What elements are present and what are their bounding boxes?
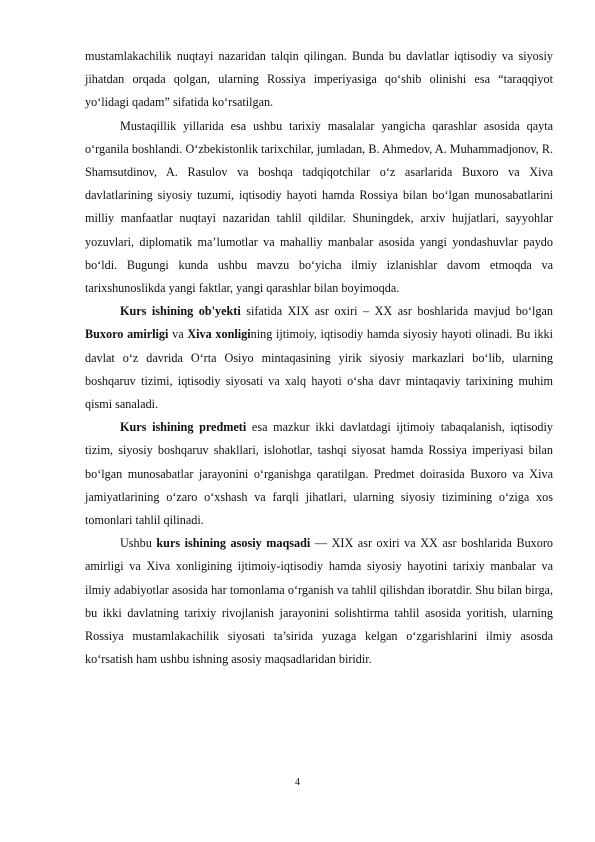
page-number: 4 bbox=[295, 777, 300, 788]
paragraph-continuation: mustamlakachilik nuqtayi nazaridan talqin qilingan. Bunda bu davlatlar iqtisodiy va siyosiy jihatdan orqada qolgan, ularning Rossiya imperiyasiga qo‘shib olinishi esa “taraqqiyot yo‘lidagi qadam” sifatida ko‘rsatilgan. bbox=[85, 49, 553, 110]
subject-text: esa mazkur ikki davlatdagi ijtimoiy tabaqalanish, iqtisodiy tizim, siyosiy boshqaruv shakllari, islohotlar, tashqi siyosat hamda Rossiya imperiyasi bilan bo‘lgan munosabatlar jarayonini o‘rganishga qaratilgan. Predmet doirasida Buxoro va Xiva jamiyatlarining o‘zaro o‘xshash va farqli jihatlari, ularning siyosiy tizimining o‘ziga xos tomonlari tahlil qilinadi. bbox=[85, 420, 553, 528]
paragraph-research-subject bbox=[85, 416, 553, 532]
paragraph-research-goal bbox=[85, 532, 553, 671]
paragraph-historiography: Mustaqillik yillarida esa ushbu tarixiy masalalar yangicha qarashlar asosida qayta o‘rganila boshlandi. O‘zbekistonlik tarixchilar, jumladan, B. Ahmedov, A. Muhammadjonov, R. Shamsutdinov, A. Rasulov va boshqa tadqiqotchilar o‘z asarlarida Buxoro va Xiva davlatlarining siyosiy tuzumi, iqtisodiy hayoti hamda Rossiya bilan bo‘lgan munosabatlarini milliy manfaatlar nuqtayi nazaridan tahlil qildilar. Shuningdek, arxiv hujjatlari, sayyohlar yozuvlari, diplomatik ma’lumotlar va mahalliy manbalar asosida yangi yondashuvlar paydo bo‘ldi. Bugungi kunda ushbu mavzu bo‘yicha ilmiy izlanishlar davom etmoqda va tarixshunoslikda yangi faktlar, yangi qarashlar bilan boyimoqda. bbox=[85, 118, 553, 296]
paragraph-research-object bbox=[85, 300, 553, 416]
document-page bbox=[85, 45, 553, 671]
object-text-2: va bbox=[168, 327, 188, 342]
subject-term: Kurs ishining predmeti bbox=[120, 420, 247, 435]
goal-text-0: Ushbu bbox=[120, 536, 157, 551]
object-text-1: sifatida XIX asr oxiri – XX asr boshlarida mavjud bo‘lgan bbox=[240, 304, 553, 319]
goal-term: kurs ishining asosiy maqsadi bbox=[156, 536, 311, 551]
goal-text-1: — XIX asr oxiri va XX asr boshlarida Buxoro amirligi va Xiva xonligining ijtimoiy-iqtisodiy hamda siyosiy hayotini tarixiy manbalar va ilmiy adabiyotlar asosida har tomonlama o‘rganish va tahlil qilishdan iboratdir. Shu bilan birga, bu ikki davlatning tarixiy rivojlanish jarayonini solishtirma tahlil asosida yoritish, ularning Rossiya mustamlakachilik siyosati ta’sirida yuzaga kelgan o‘zgarishlarini ilmiy asosda ko‘rsatish ham ushbu ishning asosiy maqsadlaridan biridir. bbox=[85, 536, 554, 667]
bukhara-emirate-term: Buxoro amirligi bbox=[85, 327, 169, 342]
object-text-3: ning ijtimoiy, iqtisodiy hamda siyosiy hayoti olinadi. Bu ikki davlat o‘z davrida O‘rta Osiyo mintaqasining yirik siyosiy markazlari bo‘lib, ularning boshqaruv tizimi, iqtisodiy siyosati va xalq hayoti o‘sha davr mintaqaviy tarixining muhim qismi sanaladi. bbox=[85, 327, 554, 412]
object-term: Kurs ishining ob'yekti bbox=[120, 304, 241, 319]
khiva-khanate-term: Xiva xonligi bbox=[187, 327, 251, 342]
